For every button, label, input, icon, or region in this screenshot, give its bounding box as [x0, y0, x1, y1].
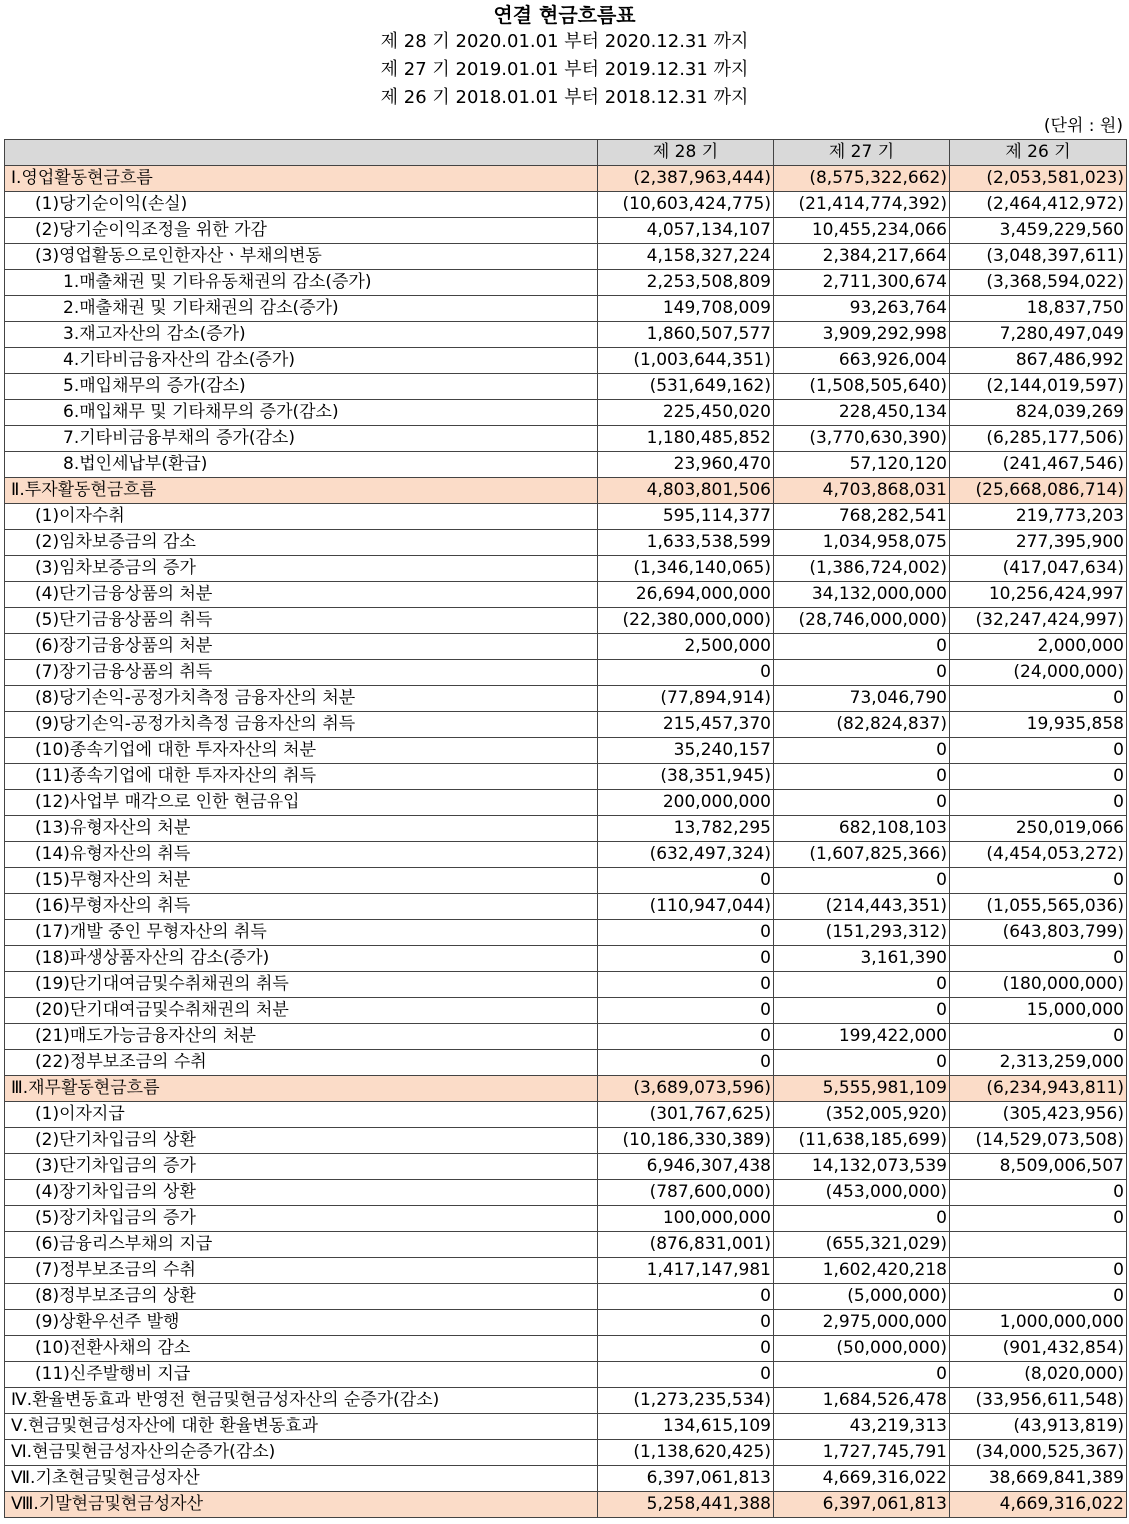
table-row: [5, 712, 1127, 738]
value-27: (82,824,837): [774, 712, 950, 738]
value-27: 0: [774, 634, 950, 660]
value-27: 2,384,217,664: [774, 244, 950, 270]
row-label: (10)종속기업에 대한 투자자산의 처분: [5, 738, 598, 764]
row-label: Ⅳ.환율변동효과 반영전 현금및현금성자산의 순증가(감소): [5, 1388, 598, 1414]
value-26: 15,000,000: [950, 998, 1127, 1024]
value-26: 1,000,000,000: [950, 1310, 1127, 1336]
value-26: (43,913,819): [950, 1414, 1127, 1440]
value-27: 768,282,541: [774, 504, 950, 530]
table-row: [5, 348, 1127, 374]
value-26: 0: [950, 1258, 1127, 1284]
table-row: [5, 582, 1127, 608]
value-26: (417,047,634): [950, 556, 1127, 582]
value-27: 93,263,764: [774, 296, 950, 322]
row-label: (13)유형자산의 처분: [5, 816, 598, 842]
row-label: (10)전환사채의 감소: [5, 1336, 598, 1362]
row-label: Ⅲ.재무활동현금흐름: [5, 1076, 598, 1102]
table-row: [5, 1336, 1127, 1362]
value-27: 3,161,390: [774, 946, 950, 972]
value-28: 35,240,157: [598, 738, 774, 764]
table-row: [5, 530, 1127, 556]
value-26: (8,020,000): [950, 1362, 1127, 1388]
value-26: (4,454,053,272): [950, 842, 1127, 868]
table-row: [5, 426, 1127, 452]
value-27: 228,450,134: [774, 400, 950, 426]
row-label: Ⅷ.기말현금및현금성자산: [5, 1492, 598, 1518]
value-27: 0: [774, 764, 950, 790]
table-row: [5, 218, 1127, 244]
row-label: 6.매입채무 및 기타채무의 증가(감소): [5, 400, 598, 426]
value-26: (643,803,799): [950, 920, 1127, 946]
row-label: (15)무형자산의 처분: [5, 868, 598, 894]
row-label: (2)단기차입금의 상환: [5, 1128, 598, 1154]
table-row: [5, 1206, 1127, 1232]
value-27: (50,000,000): [774, 1336, 950, 1362]
value-27: 1,034,958,075: [774, 530, 950, 556]
table-row: [5, 1258, 1127, 1284]
value-27: 199,422,000: [774, 1024, 950, 1050]
value-28: 0: [598, 1310, 774, 1336]
table-row: [5, 296, 1127, 322]
value-26: (14,529,073,508): [950, 1128, 1127, 1154]
row-label: (4)장기차입금의 상환: [5, 1180, 598, 1206]
row-label: (1)당기순이익(손실): [5, 192, 598, 218]
value-28: (10,603,424,775): [598, 192, 774, 218]
table-row: [5, 270, 1127, 296]
value-28: 595,114,377: [598, 504, 774, 530]
table-row: [5, 660, 1127, 686]
period-line-28: 제 28 기 2020.01.01 부터 2020.12.31 까지: [380, 31, 749, 52]
value-28: (1,003,644,351): [598, 348, 774, 374]
value-27: 43,219,313: [774, 1414, 950, 1440]
value-28: 0: [598, 972, 774, 998]
value-28: (22,380,000,000): [598, 608, 774, 634]
value-26: (34,000,525,367): [950, 1440, 1127, 1466]
value-28: 4,158,327,224: [598, 244, 774, 270]
value-26: 10,256,424,997: [950, 582, 1127, 608]
value-28: 6,946,307,438: [598, 1154, 774, 1180]
value-28: 26,694,000,000: [598, 582, 774, 608]
value-28: 4,803,801,506: [598, 478, 774, 504]
value-28: 0: [598, 1336, 774, 1362]
value-28: (38,351,945): [598, 764, 774, 790]
value-27: 4,703,868,031: [774, 478, 950, 504]
table-row: [5, 894, 1127, 920]
value-28: 1,860,507,577: [598, 322, 774, 348]
row-label: (9)당기손익-공정가치측정 금융자산의 취득: [5, 712, 598, 738]
value-26: 7,280,497,049: [950, 322, 1127, 348]
value-27: 0: [774, 1362, 950, 1388]
value-28: 0: [598, 920, 774, 946]
value-27: 682,108,103: [774, 816, 950, 842]
table-row: [5, 634, 1127, 660]
value-27: 34,132,000,000: [774, 582, 950, 608]
statement-header: [0, 0, 1129, 137]
value-27: 0: [774, 1206, 950, 1232]
value-27: (1,607,825,366): [774, 842, 950, 868]
value-27: (1,386,724,002): [774, 556, 950, 582]
table-row: [5, 972, 1127, 998]
row-label: (6)장기금융상품의 처분: [5, 634, 598, 660]
row-label: (8)당기손익-공정가치측정 금융자산의 처분: [5, 686, 598, 712]
row-label: (1)이자수취: [5, 504, 598, 530]
value-28: 4,057,134,107: [598, 218, 774, 244]
value-27: (8,575,322,662): [774, 166, 950, 192]
row-label: 4.기타비금융자산의 감소(증가): [5, 348, 598, 374]
table-row: [5, 998, 1127, 1024]
row-label: (18)파생상품자산의 감소(증가): [5, 946, 598, 972]
value-28: 0: [598, 1362, 774, 1388]
value-27: (3,770,630,390): [774, 426, 950, 452]
value-26: 0: [950, 946, 1127, 972]
table-row: [5, 842, 1127, 868]
value-27: 3,909,292,998: [774, 322, 950, 348]
value-26: (2,464,412,972): [950, 192, 1127, 218]
value-28: 5,258,441,388: [598, 1492, 774, 1518]
value-26: 18,837,750: [950, 296, 1127, 322]
row-label: (22)정부보조금의 수취: [5, 1050, 598, 1076]
value-27: 5,555,981,109: [774, 1076, 950, 1102]
value-26: 0: [950, 1206, 1127, 1232]
value-27: 0: [774, 868, 950, 894]
value-26: (3,048,397,611): [950, 244, 1127, 270]
value-28: 1,417,147,981: [598, 1258, 774, 1284]
value-27: (151,293,312): [774, 920, 950, 946]
table-row: [5, 1180, 1127, 1206]
table-row: [5, 244, 1127, 270]
value-27: 6,397,061,813: [774, 1492, 950, 1518]
table-row: [5, 374, 1127, 400]
value-28: 6,397,061,813: [598, 1466, 774, 1492]
value-28: 2,500,000: [598, 634, 774, 660]
value-27: 1,727,745,791: [774, 1440, 950, 1466]
value-27: 14,132,073,539: [774, 1154, 950, 1180]
value-28: 200,000,000: [598, 790, 774, 816]
value-27: 57,120,120: [774, 452, 950, 478]
row-label: 1.매출채권 및 기타유동채권의 감소(증가): [5, 270, 598, 296]
table-row: [5, 790, 1127, 816]
statement-title: 연결 현금흐름표: [493, 3, 636, 27]
table-header-row: [5, 140, 1127, 166]
row-label: (20)단기대여금및수취채권의 처분: [5, 998, 598, 1024]
table-row: [5, 1440, 1127, 1466]
table-row: [5, 1024, 1127, 1050]
value-27: 0: [774, 790, 950, 816]
value-26: (24,000,000): [950, 660, 1127, 686]
section-row: [5, 1076, 1127, 1102]
row-label: (11)신주발행비 지급: [5, 1362, 598, 1388]
table-row: [5, 1232, 1127, 1258]
value-26: (3,368,594,022): [950, 270, 1127, 296]
row-label: (17)개발 중인 무형자산의 취득: [5, 920, 598, 946]
value-27: (11,638,185,699): [774, 1128, 950, 1154]
value-26: 0: [950, 868, 1127, 894]
value-26: (180,000,000): [950, 972, 1127, 998]
value-28: (1,138,620,425): [598, 1440, 774, 1466]
table-row: [5, 1102, 1127, 1128]
cash-flow-table: [4, 139, 1127, 1518]
row-label: (12)사업부 매각으로 인한 현금유입: [5, 790, 598, 816]
value-27: (5,000,000): [774, 1284, 950, 1310]
row-label: (19)단기대여금및수취채권의 취득: [5, 972, 598, 998]
column-header-26: 제 26 기: [950, 140, 1127, 166]
value-28: 0: [598, 1284, 774, 1310]
row-label: (21)매도가능금융자산의 처분: [5, 1024, 598, 1050]
value-26: 38,669,841,389: [950, 1466, 1127, 1492]
value-28: 215,457,370: [598, 712, 774, 738]
value-26: 0: [950, 1284, 1127, 1310]
value-26: (6,234,943,811): [950, 1076, 1127, 1102]
table-row: [5, 920, 1127, 946]
table-row: [5, 868, 1127, 894]
value-26: 0: [950, 686, 1127, 712]
value-28: 134,615,109: [598, 1414, 774, 1440]
value-28: 225,450,020: [598, 400, 774, 426]
value-28: 0: [598, 946, 774, 972]
row-label: (2)당기순이익조정을 위한 가감: [5, 218, 598, 244]
row-label: (2)임차보증금의 감소: [5, 530, 598, 556]
row-label: Ⅶ.기초현금및현금성자산: [5, 1466, 598, 1492]
period-line-27: 제 27 기 2019.01.01 부터 2019.12.31 까지: [380, 59, 749, 80]
column-header-27: 제 27 기: [774, 140, 950, 166]
table-row: [5, 556, 1127, 582]
value-26: (25,668,086,714): [950, 478, 1127, 504]
row-label: (3)단기차입금의 증가: [5, 1154, 598, 1180]
row-label: Ⅰ.영업활동현금흐름: [5, 166, 598, 192]
value-28: 13,782,295: [598, 816, 774, 842]
table-row: [5, 192, 1127, 218]
row-label: (5)장기차입금의 증가: [5, 1206, 598, 1232]
value-26: (32,247,424,997): [950, 608, 1127, 634]
value-27: (453,000,000): [774, 1180, 950, 1206]
value-26: 0: [950, 738, 1127, 764]
row-label: (9)상환우선주 발행: [5, 1310, 598, 1336]
value-28: 0: [598, 1050, 774, 1076]
value-28: (301,767,625): [598, 1102, 774, 1128]
value-27: (655,321,029): [774, 1232, 950, 1258]
row-label: Ⅴ.현금및현금성자산에 대한 환율변동효과: [5, 1414, 598, 1440]
value-27: (1,508,505,640): [774, 374, 950, 400]
row-label: (16)무형자산의 취득: [5, 894, 598, 920]
table-row: [5, 1284, 1127, 1310]
value-27: 4,669,316,022: [774, 1466, 950, 1492]
value-28: (77,894,914): [598, 686, 774, 712]
table-row: [5, 452, 1127, 478]
section-row: [5, 1492, 1127, 1518]
row-label: (3)영업활동으로인한자산ㆍ부채의변동: [5, 244, 598, 270]
value-26: (305,423,956): [950, 1102, 1127, 1128]
value-27: 663,926,004: [774, 348, 950, 374]
value-27: 2,975,000,000: [774, 1310, 950, 1336]
section-row: [5, 478, 1127, 504]
table-row: [5, 1050, 1127, 1076]
value-27: 2,711,300,674: [774, 270, 950, 296]
table-row: [5, 1310, 1127, 1336]
value-26: (2,053,581,023): [950, 166, 1127, 192]
value-26: (241,467,546): [950, 452, 1127, 478]
value-28: (1,346,140,065): [598, 556, 774, 582]
row-label: (8)정부보조금의 상환: [5, 1284, 598, 1310]
table-row: [5, 738, 1127, 764]
section-row: [5, 166, 1127, 192]
value-28: (3,689,073,596): [598, 1076, 774, 1102]
value-26: 2,313,259,000: [950, 1050, 1127, 1076]
value-26: 0: [950, 1024, 1127, 1050]
value-28: 1,180,485,852: [598, 426, 774, 452]
value-28: 0: [598, 868, 774, 894]
value-26: (901,432,854): [950, 1336, 1127, 1362]
value-26: 19,935,858: [950, 712, 1127, 738]
table-body: [5, 166, 1127, 1518]
row-label: 3.재고자산의 감소(증가): [5, 322, 598, 348]
value-27: 0: [774, 660, 950, 686]
row-label: (7)장기금융상품의 취득: [5, 660, 598, 686]
row-label: 8.법인세납부(환급): [5, 452, 598, 478]
table-row: [5, 608, 1127, 634]
table-row: [5, 400, 1127, 426]
value-26: (1,055,565,036): [950, 894, 1127, 920]
row-label: (14)유형자산의 취득: [5, 842, 598, 868]
table-row: [5, 1466, 1127, 1492]
value-27: 10,455,234,066: [774, 218, 950, 244]
row-label: (4)단기금융상품의 처분: [5, 582, 598, 608]
table-row: [5, 816, 1127, 842]
row-label: (1)이자지급: [5, 1102, 598, 1128]
value-28: (531,649,162): [598, 374, 774, 400]
column-header-28: 제 28 기: [598, 140, 774, 166]
value-27: (214,443,351): [774, 894, 950, 920]
row-label: (5)단기금융상품의 취득: [5, 608, 598, 634]
value-28: (787,600,000): [598, 1180, 774, 1206]
value-26: [950, 1232, 1127, 1258]
value-28: (632,497,324): [598, 842, 774, 868]
value-27: 1,684,526,478: [774, 1388, 950, 1414]
value-26: 824,039,269: [950, 400, 1127, 426]
table-row: [5, 1128, 1127, 1154]
table-row: [5, 1154, 1127, 1180]
value-27: 0: [774, 738, 950, 764]
table-row: [5, 764, 1127, 790]
value-28: (2,387,963,444): [598, 166, 774, 192]
value-28: 0: [598, 660, 774, 686]
table-row: [5, 1414, 1127, 1440]
period-line-26: 제 26 기 2018.01.01 부터 2018.12.31 까지: [380, 87, 749, 108]
value-28: 2,253,508,809: [598, 270, 774, 296]
value-27: 0: [774, 972, 950, 998]
table-row: [5, 946, 1127, 972]
value-28: (110,947,044): [598, 894, 774, 920]
value-28: (10,186,330,389): [598, 1128, 774, 1154]
row-label: Ⅵ.현금및현금성자산의순증가(감소): [5, 1440, 598, 1466]
row-label: (6)금융리스부채의 지급: [5, 1232, 598, 1258]
value-26: 277,395,900: [950, 530, 1127, 556]
row-label: 2.매출채권 및 기타채권의 감소(증가): [5, 296, 598, 322]
value-28: 23,960,470: [598, 452, 774, 478]
value-26: (2,144,019,597): [950, 374, 1127, 400]
value-28: (1,273,235,534): [598, 1388, 774, 1414]
value-26: 219,773,203: [950, 504, 1127, 530]
table-row: [5, 1362, 1127, 1388]
value-26: 4,669,316,022: [950, 1492, 1127, 1518]
table-row: [5, 504, 1127, 530]
row-label: Ⅱ.투자활동현금흐름: [5, 478, 598, 504]
row-label: 7.기타비금융부채의 증가(감소): [5, 426, 598, 452]
table-row: [5, 686, 1127, 712]
value-28: (876,831,001): [598, 1232, 774, 1258]
value-26: 0: [950, 1180, 1127, 1206]
value-28: 149,708,009: [598, 296, 774, 322]
value-28: 100,000,000: [598, 1206, 774, 1232]
value-26: 3,459,229,560: [950, 218, 1127, 244]
value-28: 0: [598, 1024, 774, 1050]
value-28: 0: [598, 998, 774, 1024]
row-label: (11)종속기업에 대한 투자자산의 취득: [5, 764, 598, 790]
table-row: [5, 322, 1127, 348]
value-27: 73,046,790: [774, 686, 950, 712]
table-row: [5, 1388, 1127, 1414]
row-label: (3)임차보증금의 증가: [5, 556, 598, 582]
header-blank-cell: [5, 140, 598, 166]
value-27: 0: [774, 1050, 950, 1076]
value-26: 0: [950, 790, 1127, 816]
value-26: 8,509,006,507: [950, 1154, 1127, 1180]
value-27: 0: [774, 998, 950, 1024]
value-27: 1,602,420,218: [774, 1258, 950, 1284]
value-27: (28,746,000,000): [774, 608, 950, 634]
unit-label: (단위 : 원): [1043, 116, 1123, 136]
value-26: (6,285,177,506): [950, 426, 1127, 452]
value-27: (21,414,774,392): [774, 192, 950, 218]
value-26: 2,000,000: [950, 634, 1127, 660]
row-label: (7)정부보조금의 수취: [5, 1258, 598, 1284]
row-label: 5.매입채무의 증가(감소): [5, 374, 598, 400]
value-26: 250,019,066: [950, 816, 1127, 842]
value-26: 0: [950, 764, 1127, 790]
value-26: (33,956,611,548): [950, 1388, 1127, 1414]
value-27: (352,005,920): [774, 1102, 950, 1128]
value-26: 867,486,992: [950, 348, 1127, 374]
value-28: 1,633,538,599: [598, 530, 774, 556]
